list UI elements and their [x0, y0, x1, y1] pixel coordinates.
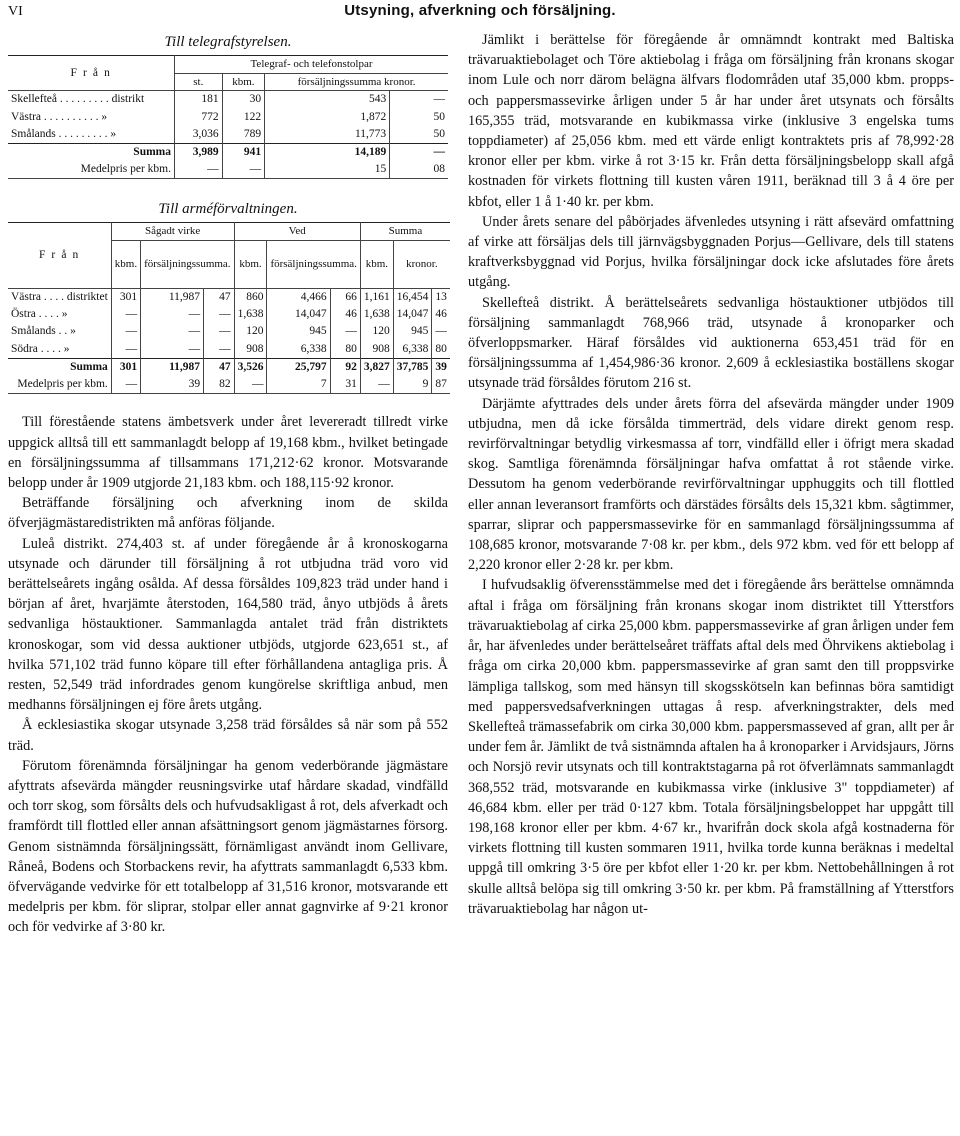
table-cell: 08 — [390, 161, 448, 179]
table-cell: 15 — [265, 161, 390, 179]
table-row — [8, 143, 448, 161]
table-cell: 945 — [267, 323, 330, 340]
table1-group-header: Telegraf- och telefonstolpar — [175, 56, 449, 74]
table-row — [8, 126, 448, 144]
paragraph: Förutom förenämnda försäljningar ha genom vederbörande jägmästare afyttrats afsevärda mängder reusningsvirke utaf hårdare skadad, vindfälld och torr skog, som försålts dels och hufvudsakligast å rot, dels afverkadt och framfördt till flottled eller annan afsättningsort genom jägmästarnes försorg. Genom sistnämnda försäljningssätt, förnämligast användt inom Gellivare, Råneå, Bodens och Storbackens revir, ha afyttrats sammanlagdt 6,533 kbm. öfvervägande vedvirke för ett totalbelopp af 31,516 kronor, motsvarande ett medelpris per kbm. för sliprar, stolpar eller annat gagnvirke af 9·21 kronor och för vedvirke af 3·80 kr. — [8, 757, 448, 936]
table-cell: — — [111, 306, 140, 323]
table2-sum-header: försäljningssumma. — [267, 241, 360, 289]
table-cell: 80 — [330, 341, 360, 359]
table-cell: — — [111, 323, 140, 340]
table-cell: 39 — [432, 358, 450, 376]
table-cell: 14,189 — [265, 143, 390, 161]
table-cell: Medelpris per kbm. — [17, 378, 108, 391]
table-cell: 47 — [204, 289, 235, 307]
table-cell: Summa — [70, 360, 108, 373]
table-cell: — — [330, 323, 360, 340]
table-cell: — — [432, 323, 450, 340]
table-cell: 945 — [393, 323, 432, 340]
table-row — [8, 161, 448, 179]
table-row — [8, 109, 448, 126]
table-cell: 16,454 — [393, 289, 432, 307]
table-cell: 47 — [204, 358, 235, 376]
table-cell: Södra . . . . » — [11, 342, 70, 355]
table-cell: Smålands . . . . . . . . . » — [11, 127, 117, 140]
table-cell: 772 — [175, 109, 223, 126]
table-cell: 1,638 — [360, 306, 393, 323]
table-cell: 122 — [222, 109, 264, 126]
army-table — [8, 222, 450, 394]
table-row — [8, 323, 450, 340]
paragraph: Å ecklesiastika skogar utsynade 3,258 träd försåldes så när som på 552 träd. — [8, 717, 448, 754]
table-cell: 3,989 — [175, 143, 223, 161]
paragraph: Jämlikt i berättelse för föregående år omnämndt kontrakt med Baltiska trävaruaktiebolaget och Töre aktiebolag i fråga om försäljning från kronans skogar inom Lule och norr därom belägna älfvars flodområden utaf 35,000 kbm. propps- och pappersmassevirke årligen under 5 år har under året utsynats och försålts 165,355 träd, motsvarande en kubikmassa virke (inklusive 3 engelska tums toppdiameter) af 25,056 kbm. med ett värde enligt kontraktets pris af 78,992·28 kronor eller per kbm. virke å rot 3·15 kr. Från detta försäljningsbelopp skall afgå kostnaden för virkets flottning till kusten våren 1911, beräknad till 3 å 4 öre per kbfot, eller 1 å 1·40 kr. per kbm. — [468, 32, 954, 210]
table-row — [8, 376, 450, 394]
table1-caption: Till telegrafstyrelsen. — [164, 34, 292, 50]
table-cell: 6,338 — [393, 341, 432, 359]
telegraph-table — [8, 55, 448, 179]
table-cell: 11,773 — [265, 126, 390, 144]
table-cell: 3,036 — [175, 126, 223, 144]
paragraph: Till förestående statens ämbetsverk under året levereradt tillredt virke uppgick alltså till ett sammanlagdt belopp af 19,168 kbm., hvilket betingade en försäljningssumma af tillsammans 171,212·62 kronor. Motsvarande belopp under år 1909 utgjorde 21,183 kbm. och 188,115·92 kronor. — [8, 414, 448, 491]
page-number: VI — [8, 4, 23, 19]
left-column — [8, 30, 448, 938]
page-header — [0, 0, 960, 26]
table-cell: 789 — [222, 126, 264, 144]
table-cell: — — [360, 376, 393, 394]
table-cell: 92 — [330, 358, 360, 376]
table-cell: 120 — [360, 323, 393, 340]
table-cell: 860 — [234, 289, 267, 307]
table-cell: 25,797 — [267, 358, 330, 376]
table-cell: 66 — [330, 289, 360, 307]
table-cell: 46 — [330, 306, 360, 323]
table-cell: — — [141, 306, 204, 323]
table2-kbm-header: kbm. — [234, 241, 267, 289]
left-body-text — [8, 412, 448, 937]
right-column — [468, 30, 954, 919]
table-cell: 30 — [222, 91, 264, 109]
table2-from-header: F r å n — [8, 223, 111, 289]
table2-g3-header: Summa — [360, 223, 450, 241]
table-cell: 9 — [393, 376, 432, 394]
table-cell: 14,047 — [267, 306, 330, 323]
table-row — [8, 289, 450, 307]
table-row — [8, 306, 450, 323]
table-cell: 908 — [360, 341, 393, 359]
table-cell: 4,466 — [267, 289, 330, 307]
table-cell: — — [175, 161, 223, 179]
table-cell: 37,785 — [393, 358, 432, 376]
paragraph: Därjämte afyttrades dels under årets förra del afsevärda mängder under 1909 utbjudna, men då icke försålda timmerträd, dels vidare direkt genom resp. revirförvaltningar betydlig virkesmassa af torr, vindfälld eller i öfrigt mera skadad skog. Samtliga förenämnda försäljningar hafva omfattat å rot stående virke. Dessutom ha genom vederbörande revirförvaltningar upphuggits och till flottled eller annan leveransort framförts och därstädes försålts dels 15,321 kbm. sågtimmer, sparrar, sliprar och pappersmassevirke för en sammanlagd försäljningssumma af 108,685 kronor, motsvarande 7·08 kr. per kbm., dels 972 kbm. ved för ett belopp af 2,220 kronor eller 2·28 kr. per kbm. — [468, 395, 954, 574]
paragraph: Beträffande försäljning och afverkning inom de skilda öfverjägmästaredistrikten må anföras följande. — [8, 495, 448, 532]
table-cell: 50 — [390, 109, 448, 126]
table-cell: 301 — [111, 358, 140, 376]
table-row — [8, 358, 450, 376]
table-cell: 7 — [267, 376, 330, 394]
table-cell: 6,338 — [267, 341, 330, 359]
table-cell: 82 — [204, 376, 235, 394]
table-cell: — — [111, 341, 140, 359]
table-cell: — — [111, 376, 140, 394]
table-cell: 181 — [175, 91, 223, 109]
running-title: Utsyning, afverkning och försäljning. — [344, 2, 616, 19]
table-cell: 941 — [222, 143, 264, 161]
table2-kbm-header: kbm. — [111, 241, 140, 289]
table-cell: 908 — [234, 341, 267, 359]
table-cell: Smålands . . » — [11, 325, 76, 338]
table-cell: — — [390, 143, 448, 161]
table-cell: Östra . . . . » — [11, 308, 68, 321]
table-cell: — — [141, 323, 204, 340]
table-cell: 543 — [265, 91, 390, 109]
table-cell: 11,987 — [141, 358, 204, 376]
table-cell: Västra . . . . distriktet — [11, 291, 108, 304]
right-body-text — [468, 30, 954, 919]
table-cell: — — [390, 91, 448, 109]
table-cell: 1,638 — [234, 306, 267, 323]
paragraph: Skellefteå distrikt. Å berättelseårets sedvanliga höstauktioner utbjödos till försäljning sammanlagdt 768,966 träd, utsynade å kronoparker och öfverloppsmarker. Häraf försåldes vid auktionerna 653,451 träd för en försäljningssumma af 1,454,986·36 kronor. 2,609 å ecklesiastika boställens skogar utsynade träd försåldes förutom 216 st. — [468, 294, 954, 392]
table-row — [8, 341, 450, 359]
table1-st-header: st. — [175, 73, 223, 91]
paragraph: I hufvudsaklig öfverensstämmelse med det i föregående års berättelse omnämnda aftal i fråga om försäljning från kronans skogar inom distriktet till Ytterstfors trävaruaktiebolag af cirka 25,000 kbm. pappersmassevirke af gran årligen under fem år, har äfvenledes under berättelseåret träffats aftal dels med Öhrvikens aktiebolag i fråga om cirka 20,000 kbm. pappersmassevirke af gran samt den till proppsvirke lämpliga tallskog, som med hänsyn till skogsskötseln kan befinnas böra samtidigt med pappersvedsafverkningen uttagas å resp. afverkningstrakter, dels med Skellefteå trämassefabrik om cirka 30,000 kbm. pappersmasseved af gran, allt per år under fem år. Jämlikt de två sistnämnda aftalen ha å kronoparker i Arvidsjaurs, Jörns och Norsjö revir utsynats och till kontraktstagarna på rot öfverlämnats sammanlagdt 368,552 träd, motsvarande en kubikmassa virke (inklusive 3" toppdiameter) af 46,684 kbm. eller per träd 0·127 kbm. Totala försäljningsbeloppet har uppgått till 198,168 kronor eller per kbm. 4·67 kr., hvarifrån dock skola afgå kostnaderna för virkets flottning till kusten sommaren 1911, hvilka torde kunna beräknas i medeltal uppgå till omkring 3·5 öre per kbfot eller 1·20 kr. per kbm. Nettobehållningen å rot skulle alltså belöpa sig till omkring 3·50 kr. per kbm. På framställning af Ytterstfors trävaruaktiebolag har någon ut- — [468, 577, 954, 917]
table1-sum-header: försäljningssumma kronor. — [265, 73, 448, 91]
table-row — [8, 91, 448, 109]
table2-kronor-header: kronor. — [393, 241, 450, 289]
table-cell: — — [222, 161, 264, 179]
table-cell: Skellefteå . . . . . . . . . distrikt — [11, 93, 145, 106]
table2-kbm-header: kbm. — [360, 241, 393, 289]
table-cell: 11,987 — [141, 289, 204, 307]
table2-caption: Till arméförvaltningen. — [158, 201, 298, 218]
table-cell: 3,526 — [234, 358, 267, 376]
table-cell: 1,872 — [265, 109, 390, 126]
table1-from-header: F r å n — [8, 56, 175, 91]
table-cell: — — [234, 376, 267, 394]
table-cell: 50 — [390, 126, 448, 144]
table-cell: Västra . . . . . . . . . . » — [11, 110, 108, 123]
table-cell: 3,827 — [360, 358, 393, 376]
table2-g1-header: Sågadt virke — [111, 223, 234, 241]
table-cell: — — [204, 323, 235, 340]
table-cell: — — [204, 341, 235, 359]
table2-sum-header: försäljningssumma. — [141, 241, 234, 289]
table-cell: 80 — [432, 341, 450, 359]
table-cell: — — [204, 306, 235, 323]
table-cell: 1,161 — [360, 289, 393, 307]
table-cell: 14,047 — [393, 306, 432, 323]
paragraph: Luleå distrikt. 274,403 st. af under föregående år å kronoskogarna utsynade och därunder till försäljning å rot utbjudna träd voro vid berättelseårets ingång osålda. Af dessa försåldes 109,823 träd under hand i början af året, hvarjämte återstoden, 164,580 träd, ånyo utbjöds å årets sedvanliga höstauktioner. Sammanlagda antalet träd från distriktets kronoskogar, som vid dessa auktioner utbjöds, utgjorde 623,651 st., af hvilka 571,102 träd funno köpare till efter förhållandena antagliga pris. Å resten, 52,549 träd infordrades genom kungörelse skriftliga anbud, men medhanns försäljningen ej före årets utgång. — [8, 535, 448, 714]
table-cell: 39 — [141, 376, 204, 394]
table-cell: 120 — [234, 323, 267, 340]
table-cell: 13 — [432, 289, 450, 307]
table-cell: Medelpris per kbm. — [80, 163, 171, 176]
table-cell: 87 — [432, 376, 450, 394]
paragraph: Under årets senare del påbörjades äfvenledes utsyning i rätt afsevärd omfattning af virke att försäljas dels till järnvägsbyggnaden Porjus—Gellivare, dels till statens kraftverksbyggnad vid Porjus, hvilka försäljningar dock icke afslutades före årets utgång. — [468, 213, 954, 291]
table2-g2-header: Ved — [234, 223, 360, 241]
table-cell: Summa — [133, 145, 171, 158]
table-cell: 31 — [330, 376, 360, 394]
table1-kbm-header: kbm. — [222, 73, 264, 91]
table-cell: 46 — [432, 306, 450, 323]
table-cell: 301 — [111, 289, 140, 307]
table-cell: — — [141, 341, 204, 359]
